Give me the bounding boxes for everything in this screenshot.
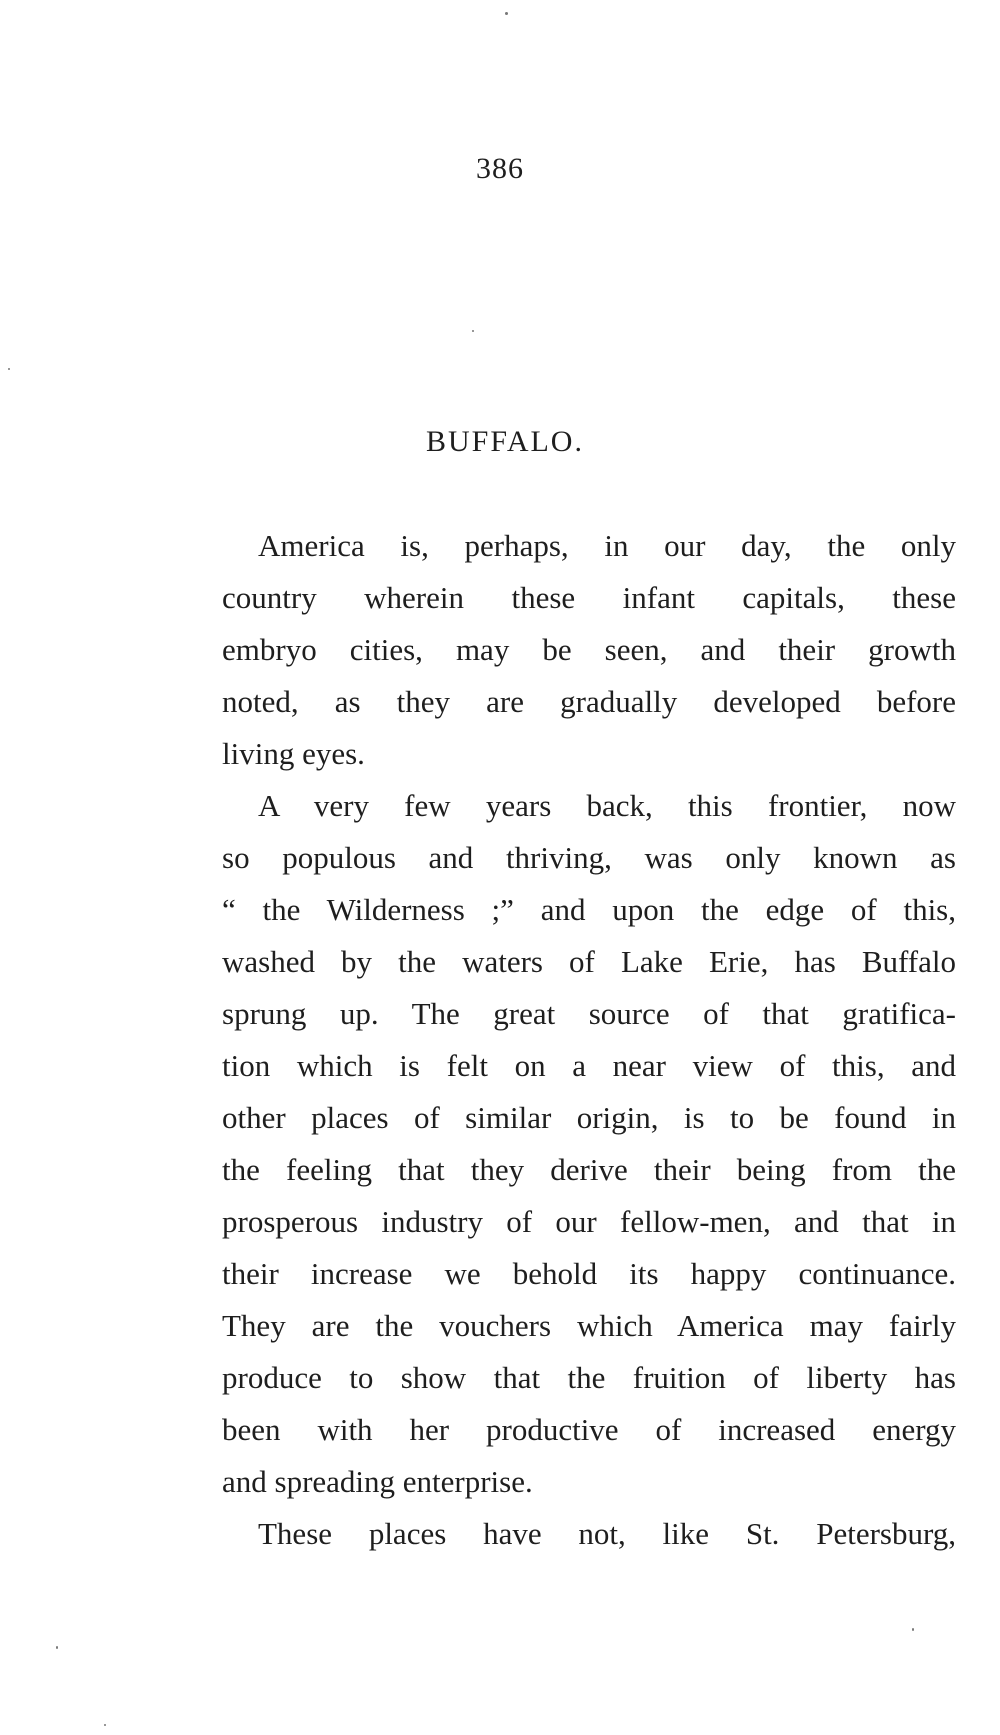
paper-speck [104,1724,106,1726]
text-line: They are the vouchers which America may fairly [222,1308,956,1343]
text-line: their increase we behold its happy continuance. [222,1256,956,1291]
text-line: so populous and thriving, was only known as [222,840,956,875]
text-line: the feeling that they derive their being from the [222,1152,956,1187]
paper-speck [56,1646,58,1649]
text-line: prosperous industry of our fellow-men, and that in [222,1204,956,1239]
text-line: other places of similar origin, is to be found in [222,1100,956,1135]
paper-speck [505,12,508,15]
text-line: and spreading enterprise. [222,1464,533,1499]
text-line: produce to show that the fruition of liberty has [222,1360,956,1395]
text-line: America is, perhaps, in our day, the only [258,528,956,563]
text-line: noted, as they are gradually developed before [222,684,956,719]
text-line: country wherein these infant capitals, these [222,580,956,615]
text-line: washed by the waters of Lake Erie, has Buffalo [222,944,956,979]
text-line: embryo cities, may be seen, and their growth [222,632,956,667]
text-line: “ the Wilderness ;” and upon the edge of this, [222,892,956,927]
paper-speck [8,368,10,370]
paragraph-2 [222,780,956,1508]
text-line: living eyes. [222,736,365,771]
body-text [222,520,956,1560]
paragraph-3 [222,1508,956,1560]
text-line: tion which is felt on a near view of this, and [222,1048,956,1083]
text-line: A very few years back, this frontier, now [258,788,956,823]
paper-speck [472,330,474,332]
page-number: 386 [476,152,524,185]
paragraph-1 [222,520,956,780]
text-line: sprung up. The great source of that gratifica- [222,996,956,1031]
text-line: been with her productive of increased energy [222,1412,956,1447]
text-line: These places have not, like St. Petersburg, [258,1516,956,1551]
paper-speck [912,1628,914,1631]
chapter-title: BUFFALO. [426,425,584,458]
